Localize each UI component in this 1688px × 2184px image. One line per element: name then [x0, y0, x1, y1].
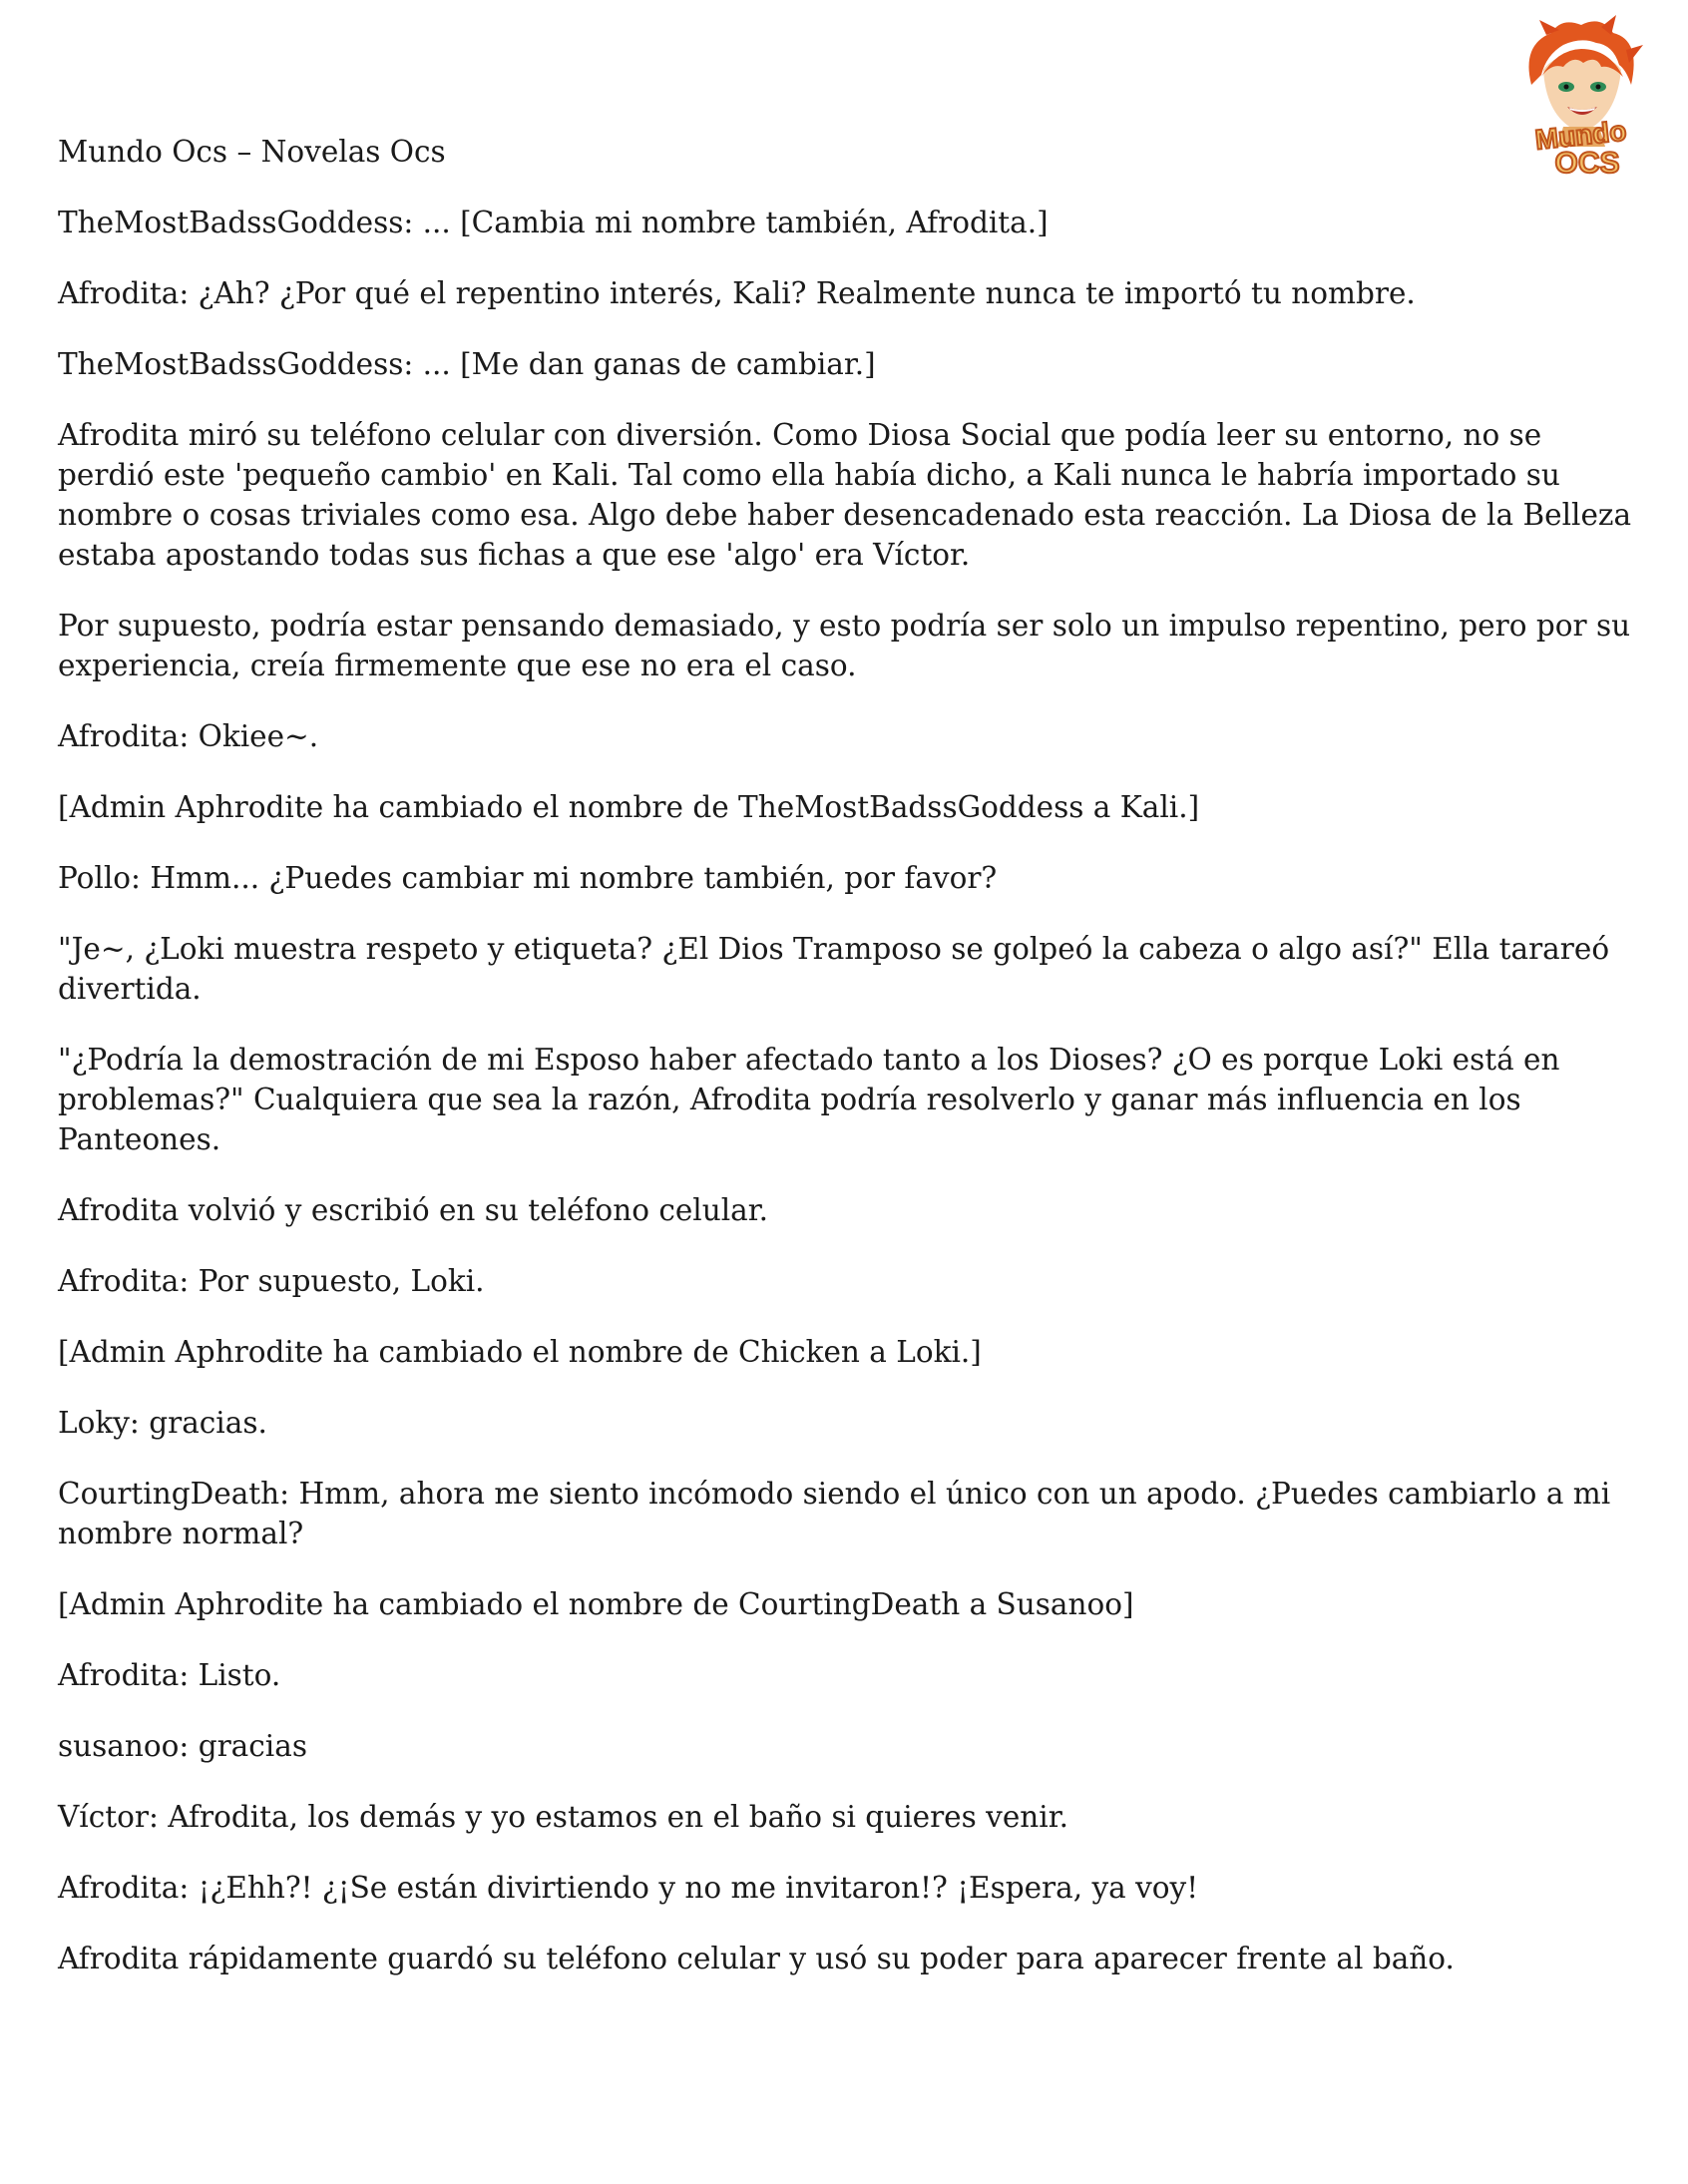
paragraph: Loky: gracias.	[58, 1406, 267, 1440]
svg-text:Mundo: Mundo	[1533, 115, 1628, 156]
paragraph: "Je~, ¿Loki muestra respeto y etiqueta? ¿El Dios Tramposo se golpeó la cabeza o algo así?" Ella tarareó divertida.	[58, 932, 1610, 1006]
paragraph: Pollo: Hmm... ¿Puedes cambiar mi nombre también, por favor?	[58, 861, 998, 895]
paragraph: Afrodita rápidamente guardó su teléfono celular y usó su poder para aparecer frente al baño.	[58, 1942, 1455, 1975]
paragraph: [Admin Aphrodite ha cambiado el nombre de TheMostBadssGoddess a Kali.]	[58, 790, 1200, 824]
paragraph: Afrodita volvió y escribió en su teléfono celular.	[58, 1193, 769, 1227]
paragraph: [Admin Aphrodite ha cambiado el nombre de Chicken a Loki.]	[58, 1335, 982, 1369]
paragraph: Afrodita: Okiee~.	[58, 719, 319, 753]
paragraph: susanoo: gracias	[58, 1729, 307, 1763]
paragraph: Afrodita: Por supuesto, Loki.	[58, 1264, 485, 1298]
paragraph: Víctor: Afrodita, los demás y yo estamos en el baño si quieres venir.	[58, 1800, 1068, 1834]
paragraph: [Admin Aphrodite ha cambiado el nombre de CourtingDeath a Susanoo]	[58, 1587, 1134, 1621]
paragraph: Afrodita: ¡¿Ehh?! ¿¡Se están divirtiendo y no me invitaron!? ¡Espera, ya voy!	[58, 1871, 1199, 1905]
paragraph: "¿Podría la demostración de mi Esposo haber afectado tanto a los Dioses? ¿O es porque Loki está en problemas?" Cualquiera que sea la razón, Afrodita podría resolverlo y ganar más influencia en los Panteones.	[58, 1043, 1560, 1156]
paragraph: Por supuesto, podría estar pensando demasiado, y esto podría ser solo un impulso repentino, pero por su experiencia, creía firmemente que ese no era el caso.	[58, 609, 1631, 682]
paragraph: Afrodita: Listo.	[58, 1658, 281, 1692]
paragraph: CourtingDeath: Hmm, ahora me siento incómodo siendo el único con un apodo. ¿Puedes cambiarlo a mi nombre normal?	[58, 1477, 1611, 1550]
svg-text:OCS: OCS	[1554, 147, 1620, 180]
document-header: Mundo Ocs – Novelas Ocs	[58, 135, 446, 169]
paragraph: TheMostBadssGoddess: ... [Me dan ganas de cambiar.]	[58, 347, 876, 381]
paragraph: TheMostBadssGoddess: ... [Cambia mi nombre también, Afrodita.]	[58, 206, 1049, 239]
document-body	[58, 132, 1644, 2009]
paragraph: Afrodita miró su teléfono celular con diversión. Como Diosa Social que podía leer su entorno, no se perdió este 'pequeño cambio' en Kali. Tal como ella había dicho, a Kali nunca le habría importado su nombre o cosas triviales como esa. Algo debe haber desencadenado esta reacción. La Diosa de la Belleza estaba apostando todas sus fichas a que ese 'algo' era Víctor.	[58, 418, 1632, 572]
paragraph: Afrodita: ¿Ah? ¿Por qué el repentino interés, Kali? Realmente nunca te importó tu nombre.	[58, 276, 1416, 310]
